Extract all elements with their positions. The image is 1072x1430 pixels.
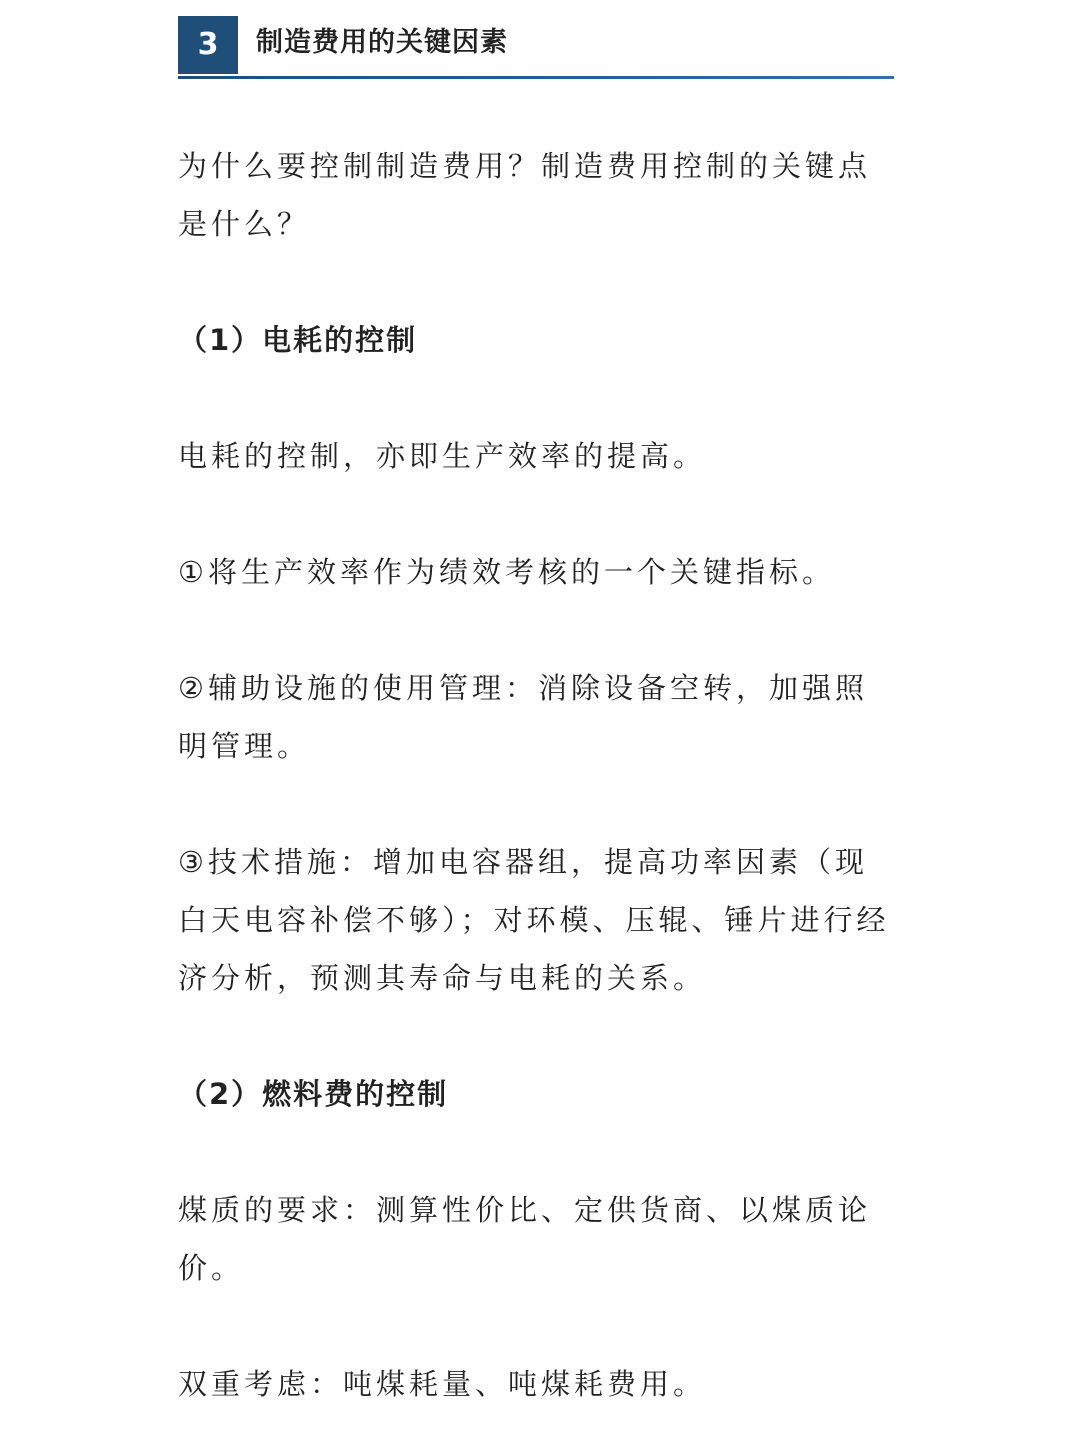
electricity-item-2: ②辅助设施的使用管理：消除设备空转，加强照明管理。 xyxy=(178,671,868,763)
section-number-badge: 3 xyxy=(178,16,238,74)
article xyxy=(178,0,894,1401)
subheading-fuel: （2）燃料费的控制 xyxy=(178,1077,449,1111)
section-divider xyxy=(178,76,894,79)
fuel-item-2: 双重考虑：吨煤耗量、吨煤耗费用。 xyxy=(178,1367,707,1401)
intro-question: 为什么要控制制造费用？制造费用控制的关键点是什么？ xyxy=(178,149,872,241)
electricity-summary: 电耗的控制，亦即生产效率的提高。 xyxy=(178,439,707,473)
fuel-item-1: 煤质的要求：测算性价比、定供货商、以煤质论价。 xyxy=(178,1193,872,1285)
electricity-item-1: ①将生产效率作为绩效考核的一个关键指标。 xyxy=(178,555,835,589)
section-header xyxy=(178,0,894,80)
section-title: 制造费用的关键因素 xyxy=(256,27,508,58)
electricity-item-3: ③技术措施：增加电容器组，提高功率因素（现白天电容补偿不够）；对环模、压辊、锤片进行经济分析，预测其寿命与电耗的关系。 xyxy=(178,845,890,995)
subheading-electricity: （1）电耗的控制 xyxy=(178,323,418,357)
